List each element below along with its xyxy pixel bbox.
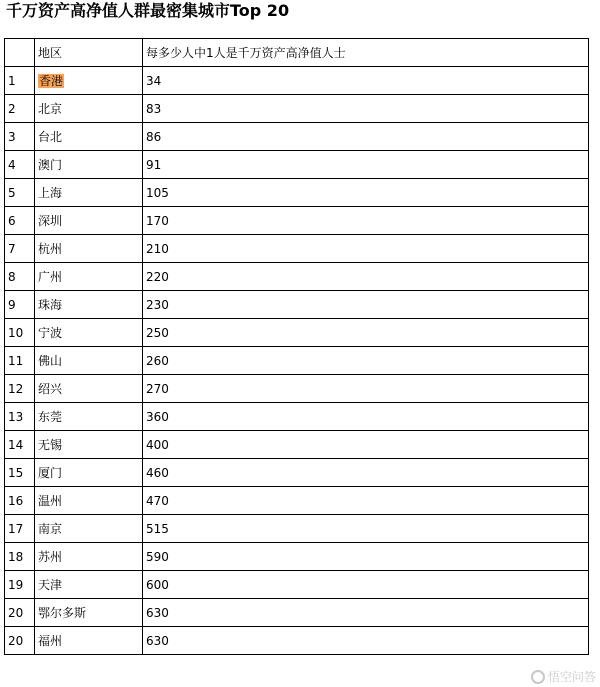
rank-cell: 6 [5, 207, 35, 235]
table-row [5, 151, 589, 179]
rank-cell: 16 [5, 487, 35, 515]
region-cell: 苏州 [35, 543, 143, 571]
value-cell: 250 [143, 319, 589, 347]
table-row [5, 627, 589, 655]
region-cell [35, 67, 143, 95]
value-cell: 170 [143, 207, 589, 235]
rank-cell: 1 [5, 67, 35, 95]
rank-cell: 7 [5, 235, 35, 263]
region-cell: 无锡 [35, 431, 143, 459]
region-cell: 宁波 [35, 319, 143, 347]
value-cell: 630 [143, 627, 589, 655]
table-row [5, 543, 589, 571]
rank-cell: 5 [5, 179, 35, 207]
region-cell: 佛山 [35, 347, 143, 375]
region-cell: 珠海 [35, 291, 143, 319]
value-cell: 86 [143, 123, 589, 151]
rank-cell: 2 [5, 95, 35, 123]
table-row [5, 235, 589, 263]
header-cell-region: 地区 [35, 39, 143, 67]
region-cell: 台北 [35, 123, 143, 151]
value-cell: 91 [143, 151, 589, 179]
value-cell: 210 [143, 235, 589, 263]
rank-cell: 12 [5, 375, 35, 403]
value-cell: 360 [143, 403, 589, 431]
region-cell: 绍兴 [35, 375, 143, 403]
chat-bubble-icon [531, 670, 545, 684]
region-cell: 杭州 [35, 235, 143, 263]
rank-cell: 9 [5, 291, 35, 319]
value-cell: 34 [143, 67, 589, 95]
table-row [5, 571, 589, 599]
region-cell: 深圳 [35, 207, 143, 235]
value-cell: 260 [143, 347, 589, 375]
table-row [5, 487, 589, 515]
table-row [5, 599, 589, 627]
table-row [5, 347, 589, 375]
region-cell: 温州 [35, 487, 143, 515]
table-row [5, 319, 589, 347]
table-row [5, 459, 589, 487]
value-cell: 600 [143, 571, 589, 599]
table-row [5, 207, 589, 235]
rank-cell: 17 [5, 515, 35, 543]
value-cell: 220 [143, 263, 589, 291]
table-row [5, 123, 589, 151]
value-cell: 590 [143, 543, 589, 571]
table-row [5, 67, 589, 95]
region-cell: 广州 [35, 263, 143, 291]
rank-cell: 14 [5, 431, 35, 459]
value-cell: 470 [143, 487, 589, 515]
rank-cell: 20 [5, 627, 35, 655]
rank-cell: 8 [5, 263, 35, 291]
value-cell: 270 [143, 375, 589, 403]
page-title: 千万资产高净值人群最密集城市Top 20 [6, 1, 290, 20]
rank-cell: 3 [5, 123, 35, 151]
table-row [5, 179, 589, 207]
highlighted-region: 香港 [39, 74, 64, 88]
rank-cell: 20 [5, 599, 35, 627]
rank-cell: 13 [5, 403, 35, 431]
watermark [531, 668, 596, 685]
value-cell: 230 [143, 291, 589, 319]
header-cell-rank [5, 39, 35, 67]
rank-cell: 19 [5, 571, 35, 599]
region-cell: 上海 [35, 179, 143, 207]
table-row [5, 375, 589, 403]
table-header-row [5, 39, 589, 67]
value-cell: 400 [143, 431, 589, 459]
value-cell: 630 [143, 599, 589, 627]
table-row [5, 263, 589, 291]
rank-cell: 18 [5, 543, 35, 571]
value-cell: 515 [143, 515, 589, 543]
region-cell: 福州 [35, 627, 143, 655]
table-row [5, 291, 589, 319]
rank-cell: 10 [5, 319, 35, 347]
value-cell: 460 [143, 459, 589, 487]
table-row [5, 431, 589, 459]
watermark-text: 悟空问答 [547, 670, 596, 684]
region-cell: 澳门 [35, 151, 143, 179]
value-cell: 83 [143, 95, 589, 123]
rank-cell: 15 [5, 459, 35, 487]
rank-cell: 4 [5, 151, 35, 179]
table-row [5, 515, 589, 543]
region-cell: 东莞 [35, 403, 143, 431]
value-cell: 105 [143, 179, 589, 207]
region-cell: 天津 [35, 571, 143, 599]
table-row [5, 403, 589, 431]
region-cell: 北京 [35, 95, 143, 123]
ranking-table [4, 38, 589, 655]
rank-cell: 11 [5, 347, 35, 375]
table-row [5, 95, 589, 123]
table-body [5, 39, 589, 655]
region-cell: 厦门 [35, 459, 143, 487]
region-cell: 南京 [35, 515, 143, 543]
header-cell-ratio: 每多少人中1人是千万资产高净值人士 [143, 39, 589, 67]
region-cell: 鄂尔多斯 [35, 599, 143, 627]
